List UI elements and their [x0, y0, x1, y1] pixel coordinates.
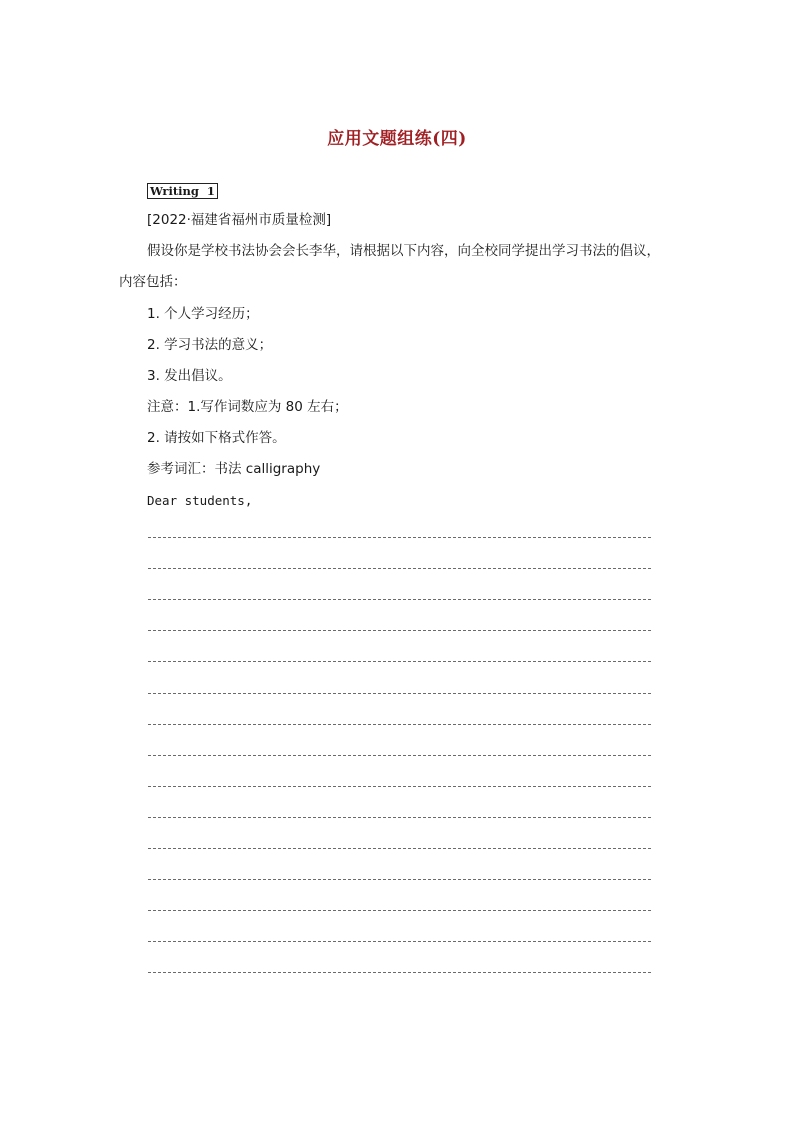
note-line-2: 2. 请按如下格式作答。 — [147, 430, 286, 446]
prompt-text-line-1: 假设你是学校书法协会会长李华，请根据以下内容，向全校同学提出学习书法的倡议， — [147, 243, 660, 259]
page-title: 应用文题组练(四) — [327, 129, 467, 149]
answer-line — [148, 693, 651, 694]
answer-line — [148, 755, 651, 756]
answer-line — [148, 910, 651, 911]
source-citation: [2022·福建省福州市质量检测] — [147, 212, 332, 228]
answer-line — [148, 661, 651, 662]
letter-greeting: Dear students, — [147, 493, 253, 508]
answer-line — [148, 879, 651, 880]
content-item-3: 3. 发出倡议。 — [147, 368, 232, 384]
answer-line — [148, 848, 651, 849]
prompt-text-line-2: 内容包括： — [119, 274, 187, 290]
answer-line — [148, 568, 651, 569]
answer-line — [148, 972, 651, 973]
note-line-1: 注意：1.写作词数应为 80 左右； — [147, 399, 348, 415]
vocabulary-hint: 参考词汇：书法 calligraphy — [147, 461, 321, 477]
answer-line — [148, 599, 651, 600]
content-item-1: 1. 个人学习经历； — [147, 306, 259, 322]
answer-line — [148, 786, 651, 787]
answer-line — [148, 630, 651, 631]
answer-line — [148, 941, 651, 942]
answer-line — [148, 537, 651, 538]
answer-line — [148, 724, 651, 725]
content-item-2: 2. 学习书法的意义； — [147, 337, 273, 353]
writing-label: Writing 1 — [147, 183, 218, 199]
answer-line — [148, 817, 651, 818]
